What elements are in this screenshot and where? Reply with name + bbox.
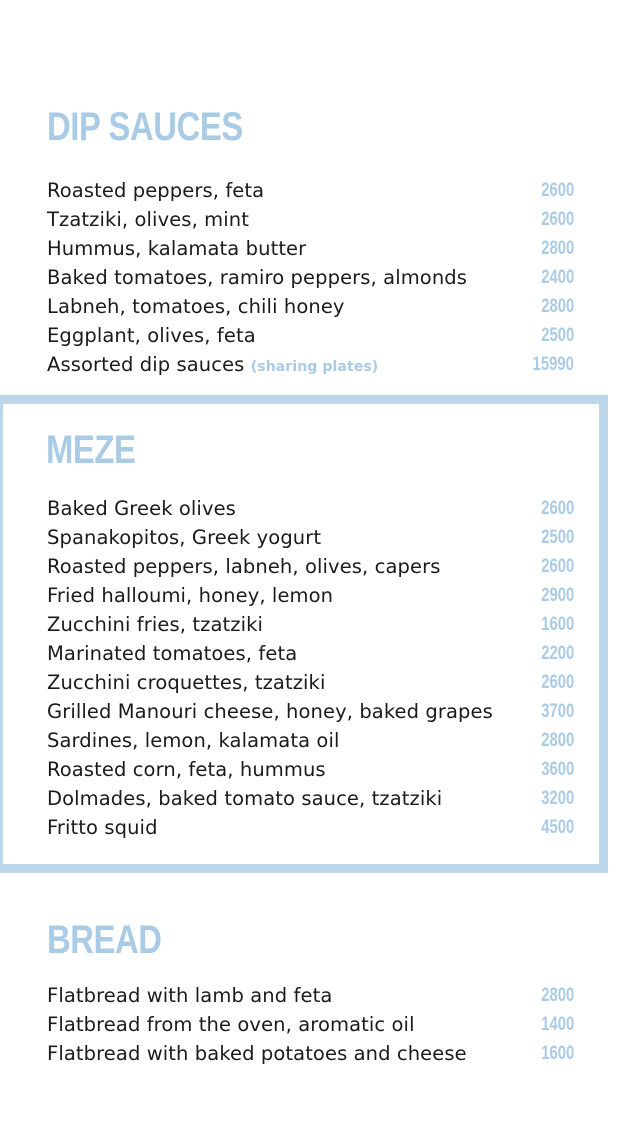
menu-item (0, 552, 640, 581)
menu-item-name: Fritto squid (47, 816, 158, 839)
menu-item-name: Flatbread with baked potatoes and cheese (47, 1042, 467, 1065)
menu-item-name: Flatbread with lamb and feta (47, 984, 333, 1007)
menu-item-price: 2800 (541, 985, 574, 1006)
menu-item (0, 726, 640, 755)
menu-item-price: 2200 (541, 643, 574, 664)
menu-item-price: 2600 (541, 498, 574, 519)
menu-item-name: Labneh, tomatoes, chili honey (47, 295, 345, 318)
section-title-dip-sauces: DIP SAUCES (47, 105, 243, 149)
menu-item (0, 321, 640, 350)
menu-item-price: 2500 (541, 527, 574, 548)
menu-item (0, 784, 640, 813)
menu-item-name: Roasted peppers, feta (47, 179, 265, 202)
menu-item-name: Hummus, kalamata butter (47, 237, 307, 260)
menu-item (0, 523, 640, 552)
menu-item (0, 205, 640, 234)
menu-item (0, 813, 640, 842)
menu-item (0, 234, 640, 263)
menu-item (0, 610, 640, 639)
menu-item-name-wrap (47, 350, 378, 382)
menu-item-name: Baked Greek olives (47, 497, 236, 520)
section-title-meze: MEZE (46, 428, 136, 472)
menu-item-name: Spanakopitos, Greek yogurt (47, 526, 322, 549)
menu-item-name: Marinated tomatoes, feta (47, 642, 298, 665)
menu-item-name: Roasted corn, feta, hummus (47, 758, 326, 781)
menu-list-bread (0, 981, 640, 1068)
menu-item (0, 981, 640, 1010)
menu-list-dip-sauces (0, 176, 640, 379)
menu-item-name: Tzatziki, olives, mint (47, 208, 249, 231)
menu-item-price: 2600 (541, 672, 574, 693)
menu-item-price: 15990 (532, 354, 574, 375)
menu-item-name: Zucchini fries, tzatziki (47, 613, 264, 636)
menu-item (0, 494, 640, 523)
menu-item-name: Dolmades, baked tomato sauce, tzatziki (47, 787, 443, 810)
menu-item-price: 3600 (541, 759, 574, 780)
menu-item (0, 263, 640, 292)
menu-item-name: Baked tomatoes, ramiro peppers, almonds (47, 266, 468, 289)
menu-item-name: Eggplant, olives, feta (47, 324, 256, 347)
menu-item (0, 697, 640, 726)
menu-item-price: 2900 (541, 585, 574, 606)
menu-item (0, 581, 640, 610)
menu-item-price: 1400 (541, 1014, 574, 1035)
menu-item-price: 1600 (541, 1043, 574, 1064)
menu-item (0, 292, 640, 321)
menu-item-name: Sardines, lemon, kalamata oil (47, 729, 340, 752)
menu-item-note: (sharing plates) (250, 359, 379, 375)
menu-item-name: Fried halloumi, honey, lemon (47, 584, 334, 607)
menu-item-name: Assorted dip sauces (47, 353, 245, 376)
menu-item (0, 1010, 640, 1039)
menu-item-price: 2400 (541, 267, 574, 288)
menu-item-price: 2600 (541, 180, 574, 201)
menu-item-price: 2800 (541, 238, 574, 259)
menu-item (0, 350, 640, 379)
menu-item-price: 2800 (541, 296, 574, 317)
section-title-bread: BREAD (47, 918, 162, 962)
menu-item-price: 2600 (541, 209, 574, 230)
menu-item-price: 4500 (541, 817, 574, 838)
menu-item (0, 1039, 640, 1068)
menu-item (0, 176, 640, 205)
menu-item (0, 639, 640, 668)
menu-item-name: Roasted peppers, labneh, olives, capers (47, 555, 441, 578)
menu-item (0, 755, 640, 784)
menu-item-price: 3700 (541, 701, 574, 722)
menu-item-name: Zucchini croquettes, tzatziki (47, 671, 326, 694)
menu-item (0, 668, 640, 697)
menu-item-name: Flatbread from the oven, aromatic oil (47, 1013, 415, 1036)
menu-item-price: 3200 (541, 788, 574, 809)
menu-item-name: Grilled Manouri cheese, honey, baked grapes (47, 700, 493, 723)
menu-item-price: 2600 (541, 556, 574, 577)
menu-item-price: 1600 (541, 614, 574, 635)
menu-item-price: 2800 (541, 730, 574, 751)
menu-item-price: 2500 (541, 325, 574, 346)
menu-list-meze (0, 494, 640, 842)
